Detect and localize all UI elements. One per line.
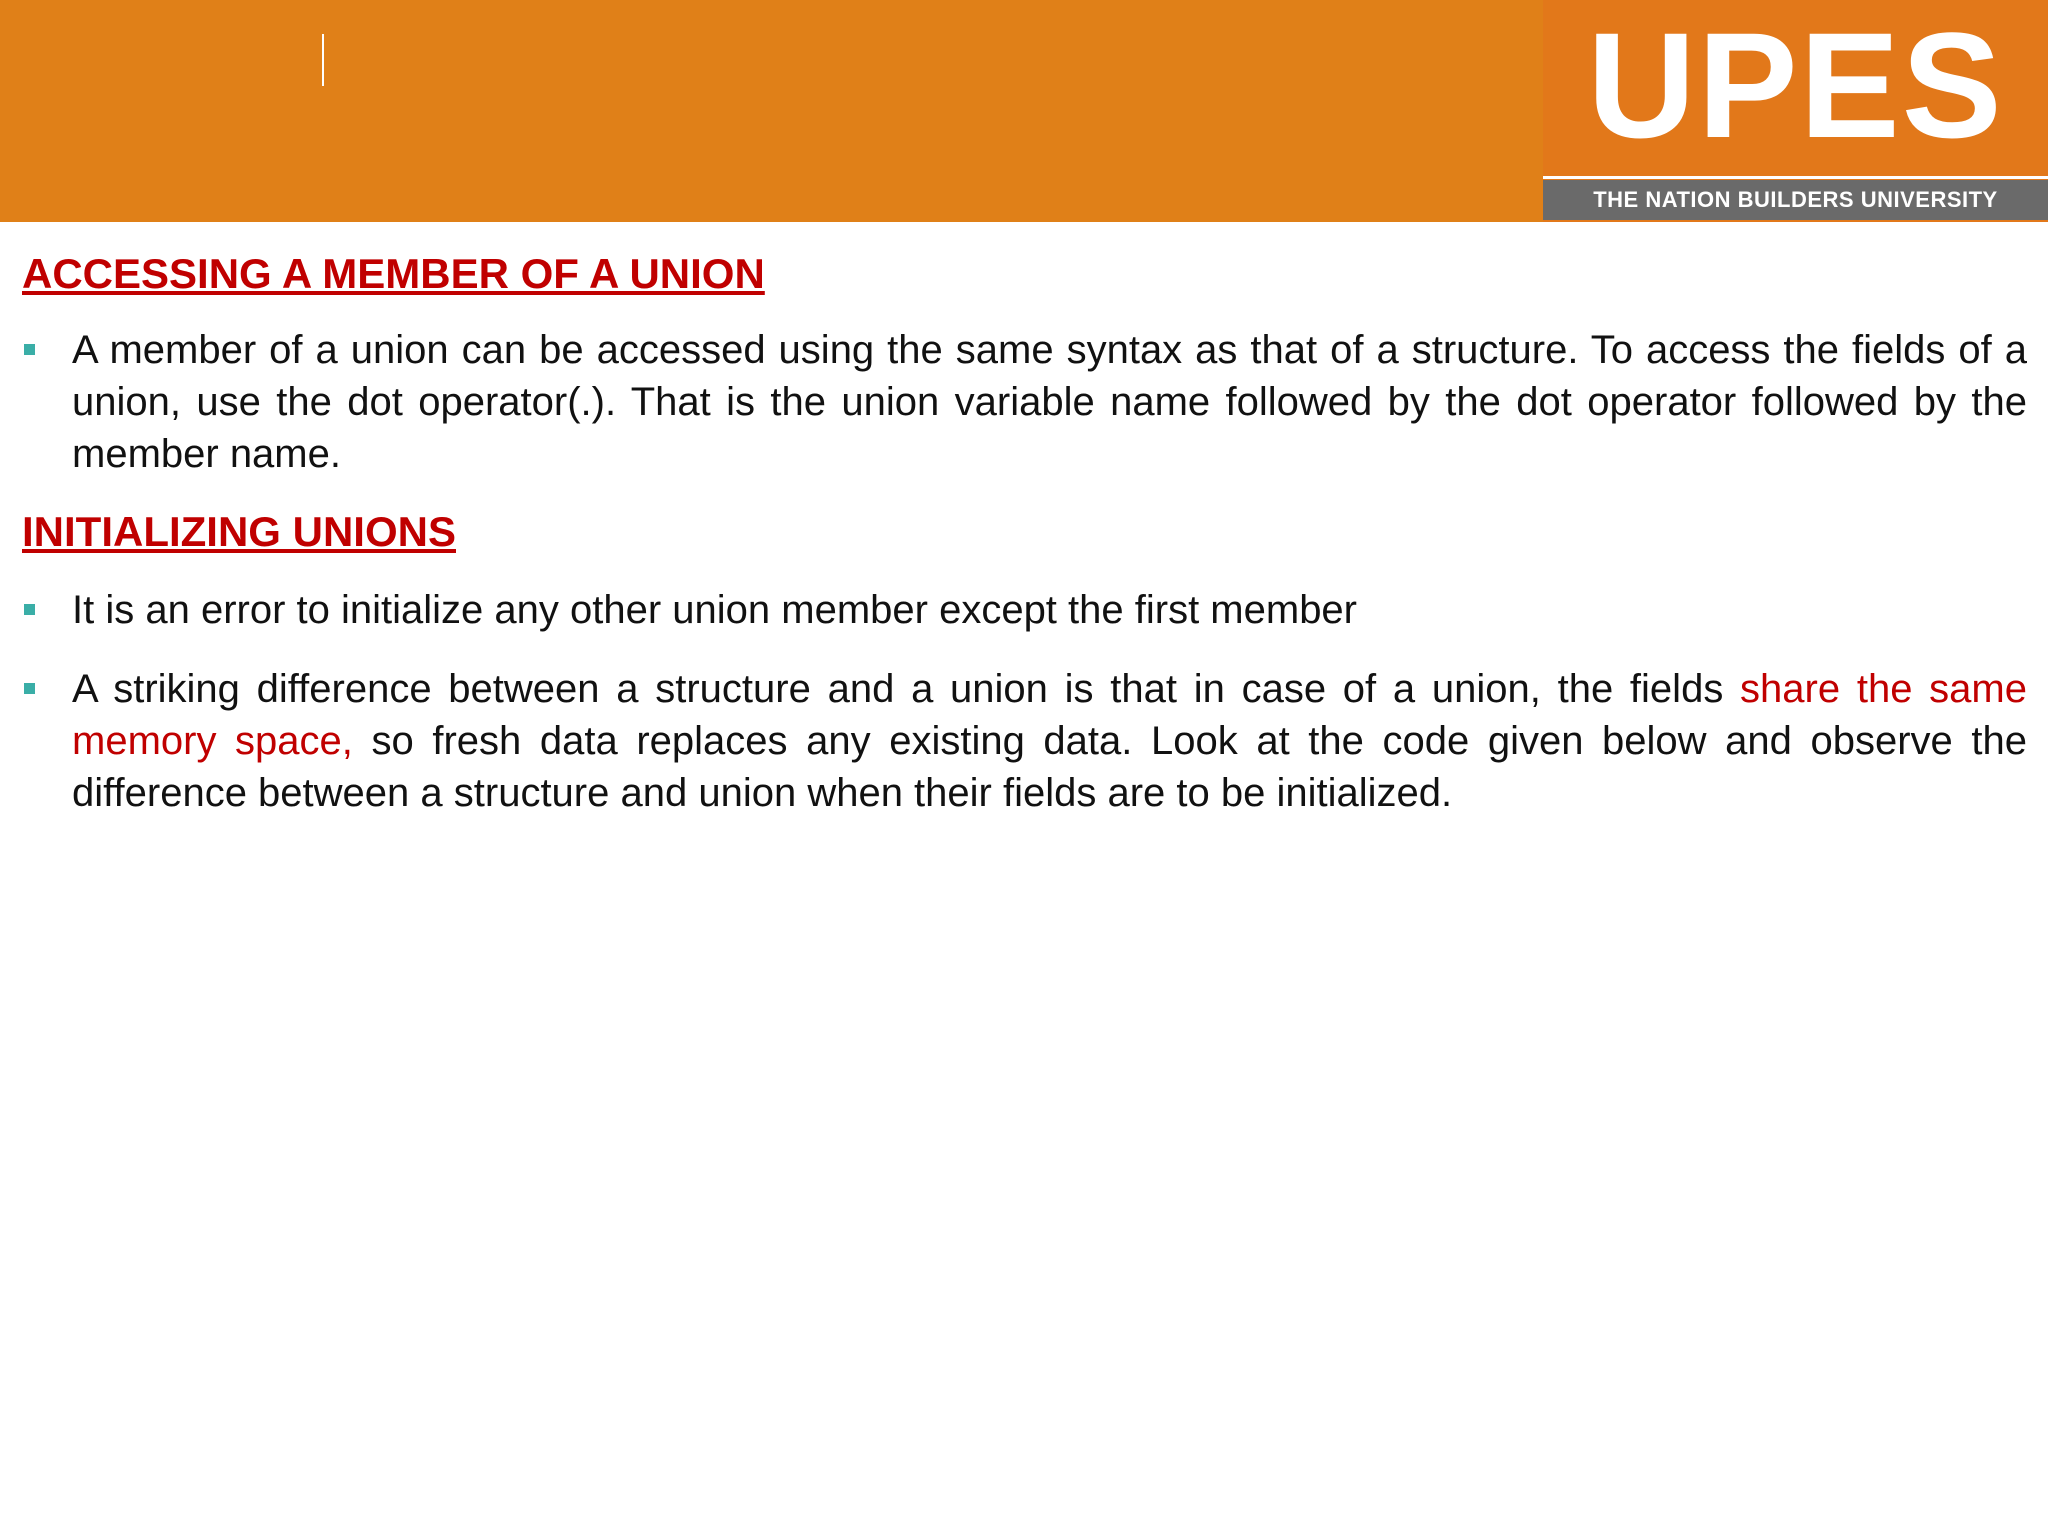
heading-accessing-union-member: ACCESSING A MEMBER OF A UNION xyxy=(22,250,765,297)
bullet-text-part2: so fresh data replaces any existing data. Look at the code given below and observe the difference between a structure and union when their fields are to be initialized. xyxy=(72,719,2027,815)
logo-tagline: THE NATION BUILDERS UNIVERSITY xyxy=(1543,180,2048,220)
bullet-text-part1: A striking difference between a structure and a union is that in case of a union, the fields xyxy=(72,667,1741,711)
bullet-text: It is an error to initialize any other union member except the first member xyxy=(72,588,1357,632)
upes-logo xyxy=(1543,0,2048,222)
bullet-square-icon xyxy=(24,604,35,615)
slide-content xyxy=(22,248,2027,819)
bullet-square-icon xyxy=(24,344,35,355)
bullet-text: A member of a union can be accessed using the same syntax as that of a structure. To access the fields of a union, use the dot operator(.). That is the union variable name followed by the dot operator followed by the member name. xyxy=(72,328,2027,476)
header-divider xyxy=(322,34,324,86)
bullet-initialize-error xyxy=(22,584,2027,636)
bullet-highlight-text: share the same memory space, xyxy=(72,667,2027,763)
logo-wordmark: UPES xyxy=(1587,1,2004,169)
heading-initializing-unions: INITIALIZING UNIONS xyxy=(22,508,456,555)
bullet-striking-difference xyxy=(22,663,2027,819)
bullet-square-icon xyxy=(24,683,35,694)
bullet-accessing-union-member xyxy=(22,324,2027,480)
logo-divider xyxy=(1543,176,2048,179)
